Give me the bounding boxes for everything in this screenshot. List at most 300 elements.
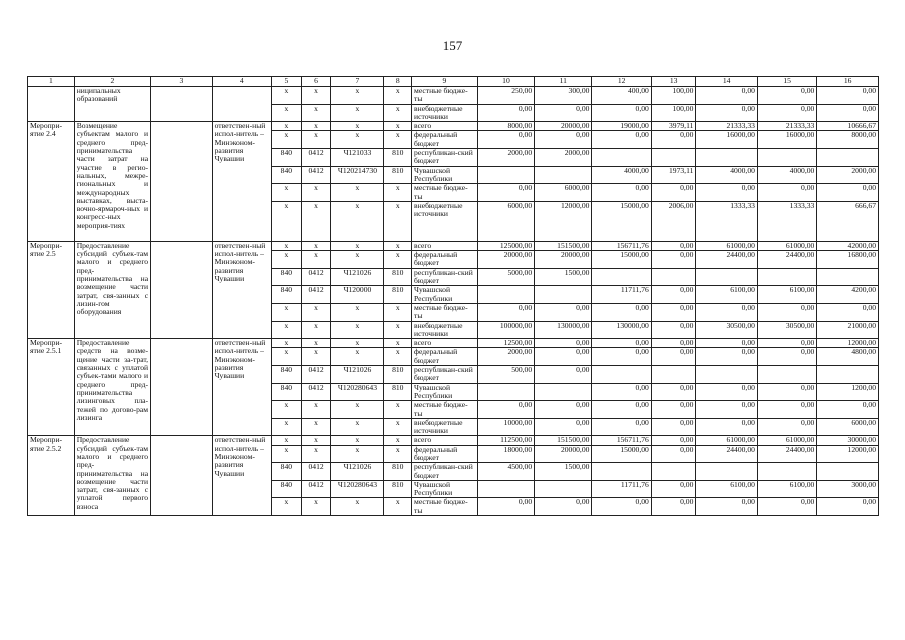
amount-cell: 0,00 (535, 303, 592, 321)
table-row (28, 339, 879, 348)
table-row (28, 436, 879, 445)
amount-cell: 2000,00 (477, 149, 534, 167)
amount-cell: 0,00 (651, 241, 696, 250)
budget-code-cell: x (331, 303, 384, 321)
empty-cell (151, 122, 213, 242)
amount-cell: 0,00 (696, 418, 758, 436)
amount-cell: 500,00 (477, 366, 534, 384)
amount-cell: 666,67 (817, 201, 879, 241)
amount-cell: 0,00 (651, 251, 696, 269)
column-header: 6 (301, 77, 331, 87)
budget-table (27, 76, 879, 516)
funding-source: всего (412, 241, 478, 250)
amount-cell: 0,00 (535, 339, 592, 348)
amount-cell: 0,00 (651, 286, 696, 304)
budget-code-cell: 0412 (301, 166, 331, 184)
amount-cell: 0,00 (817, 104, 879, 122)
budget-code-cell: x (301, 348, 331, 366)
budget-code-cell: x (272, 201, 302, 241)
amount-cell: 1973,11 (651, 166, 696, 184)
amount-cell: 0,00 (651, 303, 696, 321)
amount-cell (817, 366, 879, 384)
empty-cell (151, 339, 213, 436)
amount-cell: 21333,33 (696, 122, 758, 131)
budget-code-cell: x (331, 321, 384, 339)
budget-code-cell: x (384, 303, 412, 321)
budget-code-cell: 840 (272, 268, 302, 286)
amount-cell: 0,00 (592, 303, 651, 321)
amount-cell: 11711,76 (592, 480, 651, 498)
funding-source: федеральный бюджет (412, 131, 478, 149)
amount-cell: 3979,11 (651, 122, 696, 131)
amount-cell: 0,00 (757, 418, 816, 436)
amount-cell (535, 286, 592, 304)
amount-cell: 0,00 (696, 104, 758, 122)
amount-cell: 0,00 (817, 401, 879, 419)
amount-cell: 0,00 (477, 498, 534, 516)
budget-code-cell: 810 (384, 383, 412, 401)
column-header: 3 (151, 77, 213, 87)
budget-code-cell: x (384, 418, 412, 436)
amount-cell: 0,00 (757, 104, 816, 122)
column-header: 1 (28, 77, 75, 87)
amount-cell: 24400,00 (757, 251, 816, 269)
amount-cell (651, 268, 696, 286)
funding-source: внебюджетные источники (412, 321, 478, 339)
activity-number: Меропри-ятие 2.5 (28, 241, 75, 338)
budget-code-cell: x (384, 348, 412, 366)
amount-cell: 0,00 (651, 498, 696, 516)
amount-cell: 3000,00 (817, 480, 879, 498)
budget-code-cell: 0412 (301, 463, 331, 481)
amount-cell: 10666,67 (817, 122, 879, 131)
amount-cell: 0,00 (477, 104, 534, 122)
funding-source: Чувашской Республики (412, 383, 478, 401)
funding-source: внебюджетные источники (412, 201, 478, 241)
header-row (28, 77, 879, 87)
budget-code-cell: x (301, 445, 331, 463)
amount-cell: 15000,00 (592, 445, 651, 463)
amount-cell: 12000,00 (535, 201, 592, 241)
budget-code-cell: x (272, 184, 302, 202)
budget-code-cell: x (301, 122, 331, 131)
amount-cell: 0,00 (651, 480, 696, 498)
amount-cell (757, 268, 816, 286)
amount-cell: 0,00 (696, 401, 758, 419)
budget-code-cell: Ч121026 (331, 366, 384, 384)
amount-cell: 20000,00 (535, 445, 592, 463)
amount-cell: 6000,00 (477, 201, 534, 241)
amount-cell: 1500,00 (535, 463, 592, 481)
funding-source: Чувашской Республики (412, 166, 478, 184)
amount-cell (757, 463, 816, 481)
budget-code-cell: x (272, 498, 302, 516)
budget-code-cell: x (301, 401, 331, 419)
amount-cell: 0,00 (696, 303, 758, 321)
budget-code-cell: x (384, 498, 412, 516)
budget-code-cell: x (331, 241, 384, 250)
column-header: 8 (384, 77, 412, 87)
amount-cell: 19000,00 (592, 122, 651, 131)
funding-source: федеральный бюджет (412, 251, 478, 269)
empty-cell (151, 241, 213, 338)
amount-cell: 4500,00 (477, 463, 534, 481)
budget-code-cell: x (272, 321, 302, 339)
amount-cell: 0,00 (651, 321, 696, 339)
budget-code-cell: 0412 (301, 383, 331, 401)
budget-code-cell: 810 (384, 268, 412, 286)
funding-source: внебюджетные источники (412, 104, 478, 122)
amount-cell: 6000,00 (817, 418, 879, 436)
budget-code-cell: 810 (384, 480, 412, 498)
amount-cell: 0,00 (651, 348, 696, 366)
amount-cell (592, 366, 651, 384)
amount-cell: 100,00 (651, 87, 696, 105)
amount-cell: 0,00 (817, 184, 879, 202)
budget-code-cell: x (331, 445, 384, 463)
amount-cell: 0,00 (817, 303, 879, 321)
budget-code-cell: x (301, 104, 331, 122)
amount-cell: 0,00 (757, 498, 816, 516)
amount-cell: 61000,00 (757, 436, 816, 445)
amount-cell: 2000,00 (535, 149, 592, 167)
amount-cell: 0,00 (592, 498, 651, 516)
amount-cell: 125000,00 (477, 241, 534, 250)
column-header: 4 (212, 77, 271, 87)
amount-cell: 16800,00 (817, 251, 879, 269)
funding-source: республикан-ский бюджет (412, 149, 478, 167)
budget-code-cell: x (384, 339, 412, 348)
activity-description: ниципальных образований (74, 87, 150, 122)
amount-cell: 0,00 (535, 498, 592, 516)
amount-cell: 100,00 (651, 104, 696, 122)
budget-code-cell: x (331, 131, 384, 149)
amount-cell: 12500,00 (477, 339, 534, 348)
budget-code-cell: x (384, 184, 412, 202)
amount-cell: 300,00 (535, 87, 592, 105)
budget-code-cell: 810 (384, 286, 412, 304)
activity-description: Предоставление субсидий субъек-там малого и среднего пред-принимательства на возмещение части затрат, свя-занных с лизин-гом оборудования (74, 241, 150, 338)
amount-cell: 30500,00 (696, 321, 758, 339)
budget-code-cell: Ч120000 (331, 286, 384, 304)
budget-code-cell: x (301, 184, 331, 202)
funding-source: местные бюдже-ты (412, 87, 478, 105)
amount-cell (592, 463, 651, 481)
amount-cell: 61000,00 (757, 241, 816, 250)
budget-code-cell: 840 (272, 149, 302, 167)
activity-description: Предоставление средств на возме-щение части за-трат, связанных с уплатой субъек-тами малого и среднего пред-принимательства лизинговых пла-тежей по догово-рам лизинга (74, 339, 150, 436)
amount-cell: 0,00 (817, 87, 879, 105)
amount-cell (592, 149, 651, 167)
budget-code-cell: x (301, 303, 331, 321)
funding-source: Чувашской Республики (412, 480, 478, 498)
funding-source: федеральный бюджет (412, 348, 478, 366)
budget-code-cell: 840 (272, 383, 302, 401)
budget-code-cell: x (272, 104, 302, 122)
budget-code-cell: x (272, 339, 302, 348)
amount-cell: 0,00 (535, 348, 592, 366)
responsible-executor (212, 87, 271, 122)
amount-cell: 20000,00 (535, 122, 592, 131)
budget-code-cell: x (272, 445, 302, 463)
amount-cell (477, 286, 534, 304)
amount-cell: 12000,00 (817, 339, 879, 348)
page-number: 157 (442, 38, 463, 53)
amount-cell: 0,00 (757, 339, 816, 348)
amount-cell: 0,00 (651, 383, 696, 401)
column-header: 15 (757, 77, 816, 87)
budget-code-cell: x (272, 348, 302, 366)
amount-cell (535, 480, 592, 498)
amount-cell: 1500,00 (535, 268, 592, 286)
funding-source: республикан-ский бюджет (412, 463, 478, 481)
amount-cell: 156711,76 (592, 436, 651, 445)
amount-cell: 6100,00 (696, 480, 758, 498)
amount-cell: 0,00 (651, 445, 696, 463)
budget-code-cell: Ч121033 (331, 149, 384, 167)
budget-code-cell: x (272, 251, 302, 269)
budget-code-cell: x (272, 87, 302, 105)
amount-cell (757, 149, 816, 167)
budget-code-cell: x (331, 87, 384, 105)
budget-code-cell: x (384, 104, 412, 122)
budget-code-cell: x (331, 104, 384, 122)
amount-cell: 11711,76 (592, 286, 651, 304)
amount-cell: 0,00 (592, 104, 651, 122)
amount-cell: 0,00 (477, 184, 534, 202)
amount-cell: 16000,00 (696, 131, 758, 149)
budget-code-cell: 0412 (301, 480, 331, 498)
amount-cell: 6100,00 (757, 286, 816, 304)
funding-source: Чувашской Республики (412, 286, 478, 304)
budget-code-cell: x (301, 87, 331, 105)
activity-number: Меропри-ятие 2.4 (28, 122, 75, 242)
funding-source: местные бюдже-ты (412, 401, 478, 419)
amount-cell: 0,00 (757, 184, 816, 202)
column-header: 13 (651, 77, 696, 87)
funding-source: всего (412, 436, 478, 445)
amount-cell: 6000,00 (535, 184, 592, 202)
amount-cell: 130000,00 (535, 321, 592, 339)
amount-cell: 8000,00 (477, 122, 534, 131)
amount-cell: 2000,00 (477, 348, 534, 366)
amount-cell (477, 166, 534, 184)
budget-code-cell: x (331, 348, 384, 366)
amount-cell (651, 463, 696, 481)
amount-cell: 4000,00 (592, 166, 651, 184)
amount-cell (651, 366, 696, 384)
amount-cell: 4000,00 (696, 166, 758, 184)
amount-cell (757, 366, 816, 384)
budget-code-cell: x (272, 401, 302, 419)
table-row (28, 87, 879, 105)
amount-cell: 0,00 (696, 498, 758, 516)
column-header: 9 (412, 77, 478, 87)
funding-source: всего (412, 339, 478, 348)
amount-cell: 0,00 (592, 184, 651, 202)
budget-code-cell: x (384, 321, 412, 339)
activity-number (28, 87, 75, 122)
funding-source: местные бюдже-ты (412, 498, 478, 516)
amount-cell: 0,00 (592, 131, 651, 149)
amount-cell: 42000,00 (817, 241, 879, 250)
amount-cell: 1333,33 (696, 201, 758, 241)
budget-code-cell: 840 (272, 366, 302, 384)
amount-cell: 30500,00 (757, 321, 816, 339)
amount-cell: 0,00 (535, 418, 592, 436)
budget-code-cell: x (331, 436, 384, 445)
responsible-executor: ответствен-ный испол-нитель – Минэконом-развития Чувашии (212, 241, 271, 338)
budget-code-cell: x (301, 131, 331, 149)
amount-cell: 20000,00 (477, 251, 534, 269)
budget-code-cell: x (272, 303, 302, 321)
amount-cell: 0,00 (757, 383, 816, 401)
amount-cell (477, 480, 534, 498)
amount-cell: 151500,00 (535, 436, 592, 445)
amount-cell: 10000,00 (477, 418, 534, 436)
responsible-executor: ответствен-ный испол-нитель – Минэконом-развития Чувашии (212, 122, 271, 242)
amount-cell: 0,00 (696, 348, 758, 366)
amount-cell: 24400,00 (696, 445, 758, 463)
budget-code-cell: x (301, 436, 331, 445)
amount-cell: 15000,00 (592, 251, 651, 269)
amount-cell: 6100,00 (757, 480, 816, 498)
budget-code-cell: 0412 (301, 286, 331, 304)
budget-code-cell: 840 (272, 166, 302, 184)
amount-cell: 0,00 (592, 383, 651, 401)
amount-cell: 16000,00 (757, 131, 816, 149)
amount-cell: 6100,00 (696, 286, 758, 304)
amount-cell (817, 463, 879, 481)
amount-cell: 0,00 (817, 498, 879, 516)
amount-cell: 100000,00 (477, 321, 534, 339)
amount-cell: 61000,00 (696, 241, 758, 250)
budget-code-cell: x (331, 418, 384, 436)
budget-code-cell: x (331, 339, 384, 348)
budget-code-cell: Ч121026 (331, 463, 384, 481)
budget-code-cell: 810 (384, 149, 412, 167)
budget-code-cell: x (272, 241, 302, 250)
budget-code-cell: x (301, 418, 331, 436)
budget-code-cell: x (331, 498, 384, 516)
amount-cell: 5000,00 (477, 268, 534, 286)
funding-source: республикан-ский бюджет (412, 268, 478, 286)
funding-source: всего (412, 122, 478, 131)
amount-cell (651, 149, 696, 167)
funding-source: внебюджетные источники (412, 418, 478, 436)
amount-cell: 0,00 (696, 339, 758, 348)
amount-cell (696, 149, 758, 167)
budget-code-cell: x (272, 436, 302, 445)
budget-code-cell: x (331, 122, 384, 131)
amount-cell: 0,00 (477, 131, 534, 149)
amount-cell: 4000,00 (757, 166, 816, 184)
amount-cell (477, 383, 534, 401)
budget-code-cell: Ч120280643 (331, 480, 384, 498)
responsible-executor: ответствен-ный испол-нитель – Минэконом-развития Чувашии (212, 339, 271, 436)
amount-cell (592, 268, 651, 286)
amount-cell (696, 268, 758, 286)
amount-cell (696, 366, 758, 384)
amount-cell (817, 149, 879, 167)
amount-cell: 1333,33 (757, 201, 816, 241)
amount-cell: 0,00 (535, 131, 592, 149)
budget-code-cell: x (301, 339, 331, 348)
amount-cell: 1200,00 (817, 383, 879, 401)
budget-code-cell: Ч120214730 (331, 166, 384, 184)
amount-cell (817, 268, 879, 286)
amount-cell: 156711,76 (592, 241, 651, 250)
budget-code-cell: x (384, 87, 412, 105)
amount-cell: 0,00 (535, 401, 592, 419)
amount-cell: 0,00 (592, 348, 651, 366)
funding-source: федеральный бюджет (412, 445, 478, 463)
amount-cell: 21000,00 (817, 321, 879, 339)
budget-code-cell: x (301, 498, 331, 516)
amount-cell: 4200,00 (817, 286, 879, 304)
budget-code-cell: 0412 (301, 366, 331, 384)
amount-cell: 0,00 (592, 339, 651, 348)
amount-cell: 24400,00 (757, 445, 816, 463)
amount-cell: 20000,00 (535, 251, 592, 269)
budget-code-cell: x (384, 131, 412, 149)
budget-code-cell: x (384, 401, 412, 419)
budget-code-cell: x (301, 321, 331, 339)
column-header: 12 (592, 77, 651, 87)
empty-cell (151, 87, 213, 122)
budget-code-cell: x (331, 401, 384, 419)
amount-cell: 12000,00 (817, 445, 879, 463)
budget-code-cell: 0412 (301, 149, 331, 167)
column-header: 14 (696, 77, 758, 87)
budget-code-cell: 810 (384, 463, 412, 481)
budget-code-cell: x (331, 184, 384, 202)
budget-code-cell: 810 (384, 366, 412, 384)
amount-cell: 21333,33 (757, 122, 816, 131)
budget-code-cell: x (301, 201, 331, 241)
budget-code-cell: 840 (272, 463, 302, 481)
budget-code-cell: Ч120280643 (331, 383, 384, 401)
amount-cell: 0,00 (651, 418, 696, 436)
amount-cell: 0,00 (592, 418, 651, 436)
budget-code-cell: x (384, 201, 412, 241)
amount-cell: 0,00 (651, 339, 696, 348)
amount-cell: 0,00 (535, 104, 592, 122)
responsible-executor: ответствен-ный испол-нитель – Минэконом-развития Чувашии (212, 436, 271, 516)
empty-cell (151, 436, 213, 516)
amount-cell: 130000,00 (592, 321, 651, 339)
amount-cell: 0,00 (696, 383, 758, 401)
budget-code-cell: 810 (384, 166, 412, 184)
table-row (28, 241, 879, 250)
amount-cell: 8000,00 (817, 131, 879, 149)
column-header: 16 (817, 77, 879, 87)
amount-cell: 2006,00 (651, 201, 696, 241)
budget-code-cell: 840 (272, 480, 302, 498)
amount-cell: 250,00 (477, 87, 534, 105)
amount-cell: 0,00 (651, 131, 696, 149)
budget-code-cell: x (301, 241, 331, 250)
budget-code-cell: x (384, 251, 412, 269)
amount-cell: 30000,00 (817, 436, 879, 445)
budget-code-cell: x (384, 241, 412, 250)
budget-code-cell: 840 (272, 286, 302, 304)
budget-code-cell: x (384, 436, 412, 445)
column-header: 10 (477, 77, 534, 87)
table-row (28, 122, 879, 131)
activity-description: Возмещение субъектам малого и среднего пред-принимательства части затрат на участие в регио-нальных, межре-гиональных и международных выставках, выста-вочно-ярмароч-ных и конгресс-ных мероприя-тиях (74, 122, 150, 242)
amount-cell: 4800,00 (817, 348, 879, 366)
